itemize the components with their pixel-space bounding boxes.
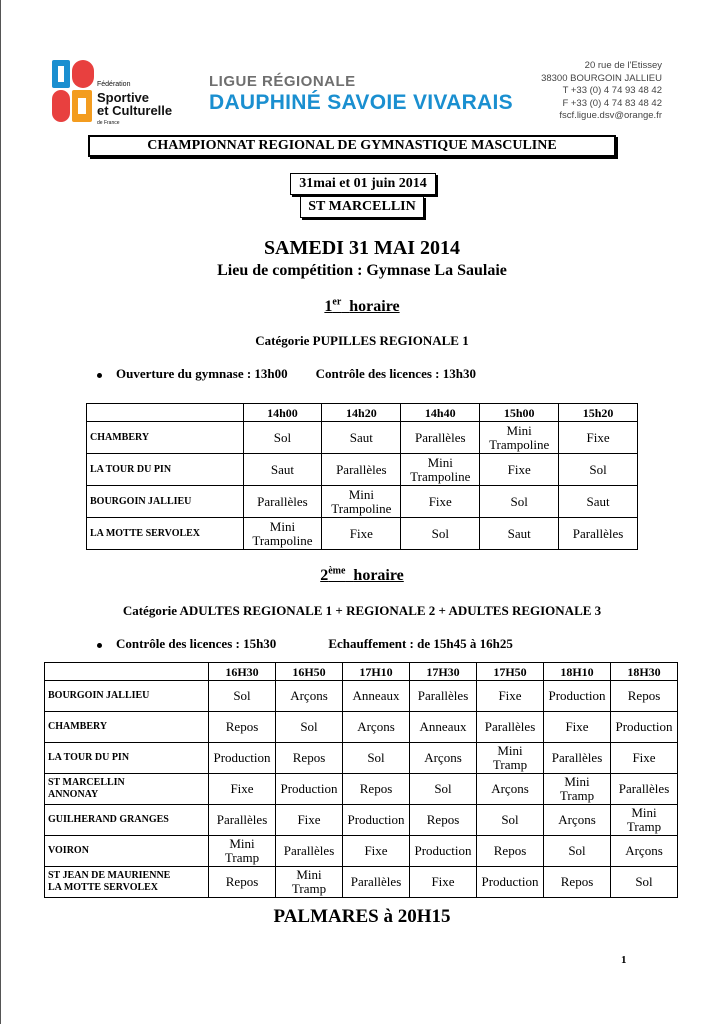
- logo-text-line: Fédération: [97, 81, 131, 88]
- apparatus-line: Mini: [348, 486, 374, 502]
- apparatus-line: Fixe: [586, 429, 610, 445]
- apparatus-cell: [322, 486, 401, 518]
- table-row: [45, 681, 678, 712]
- apparatus-cell: [343, 836, 410, 867]
- apparatus-line: Repos: [426, 812, 460, 827]
- time-slot-header: 16H50: [276, 663, 343, 681]
- apparatus-line: Anneaux: [419, 719, 467, 734]
- apparatus-line: Sol: [589, 461, 607, 477]
- apparatus-line: Mini: [506, 422, 532, 438]
- apparatus-cell: [559, 454, 638, 486]
- bullet-2-b: Echauffement : de 15h45 à 16h25: [328, 636, 513, 651]
- fscf-logo: [50, 58, 180, 128]
- apparatus-cell: [209, 681, 276, 712]
- apparatus-line: Repos: [359, 781, 393, 796]
- apparatus-cell: [480, 422, 559, 454]
- apparatus-cell: [410, 681, 477, 712]
- fscf-logo-icon: [50, 58, 96, 124]
- apparatus-line: Parallèles: [283, 843, 335, 858]
- apparatus-cell: [410, 712, 477, 743]
- address-line: 20 rue de l'Etissey: [584, 60, 662, 71]
- apparatus-line: Trampoline: [410, 468, 471, 484]
- horaire-label: horaire: [353, 567, 404, 585]
- apparatus-cell: [477, 774, 544, 805]
- apparatus-cell: [243, 422, 322, 454]
- apparatus-line: Trampoline: [489, 436, 550, 452]
- apparatus-cell: [544, 681, 611, 712]
- team-name-line: ST JEAN DE MAURIENNE: [48, 870, 171, 881]
- apparatus-cell: [209, 867, 276, 898]
- apparatus-line: Fixe: [349, 525, 373, 541]
- apparatus-line: Anneaux: [352, 688, 400, 703]
- apparatus-line: Sol: [501, 812, 519, 827]
- apparatus-line: Fixe: [431, 874, 455, 889]
- apparatus-cell: [611, 805, 678, 836]
- apparatus-line: Saut: [507, 525, 531, 541]
- apparatus-cell: [401, 454, 480, 486]
- apparatus-line: Fixe: [565, 719, 589, 734]
- apparatus-cell: [477, 681, 544, 712]
- apparatus-cell: [611, 681, 678, 712]
- apparatus-line: Parallèles: [618, 781, 670, 796]
- apparatus-cell: [401, 422, 480, 454]
- apparatus-cell: [209, 774, 276, 805]
- apparatus-line: Tramp: [224, 850, 260, 865]
- team-name-cell: [87, 518, 244, 550]
- apparatus-line: Sol: [434, 781, 452, 796]
- apparatus-cell: [544, 774, 611, 805]
- team-name-line: CHAMBERY: [90, 431, 150, 443]
- logo-text-line: Sportive: [97, 90, 150, 105]
- apparatus-cell: [410, 774, 477, 805]
- horaire-sup: ème: [328, 566, 346, 577]
- apparatus-cell: [276, 681, 343, 712]
- apparatus-line: Production: [280, 781, 338, 796]
- apparatus-cell: [410, 836, 477, 867]
- horaire-2-heading: [0, 566, 724, 585]
- apparatus-cell: [544, 712, 611, 743]
- apparatus-cell: [611, 743, 678, 774]
- apparatus-cell: [544, 805, 611, 836]
- schedule-table-2: [44, 662, 678, 898]
- apparatus-cell: [410, 867, 477, 898]
- table-corner-cell: [45, 663, 209, 681]
- apparatus-cell: [243, 486, 322, 518]
- team-name-line: CHAMBERY: [48, 721, 108, 732]
- address-line: 38300 BOURGOIN JALLIEU: [541, 72, 662, 84]
- bullet-1: [97, 366, 476, 382]
- table-row: [45, 774, 678, 805]
- apparatus-cell: [477, 712, 544, 743]
- apparatus-cell: [276, 743, 343, 774]
- apparatus-line: Mini: [229, 836, 255, 851]
- apparatus-line: Tramp: [626, 819, 662, 834]
- bullet-dot-icon: [97, 373, 102, 378]
- apparatus-line: Arçons: [424, 750, 462, 765]
- apparatus-line: Repos: [225, 874, 259, 889]
- table-row: [45, 867, 678, 898]
- apparatus-cell: [410, 805, 477, 836]
- ligue-line-2: DAUPHINÉ SAVOIE VIVARAIS: [209, 91, 513, 114]
- apparatus-line: Parallèles: [414, 429, 466, 445]
- table-row: [87, 422, 638, 454]
- apparatus-line: Fixe: [297, 812, 321, 827]
- table-row: [45, 712, 678, 743]
- team-name-cell: [45, 805, 209, 836]
- table-row: [45, 805, 678, 836]
- apparatus-cell: [343, 867, 410, 898]
- apparatus-cell: [477, 867, 544, 898]
- time-slot-header: 17H30: [410, 663, 477, 681]
- apparatus-cell: [611, 774, 678, 805]
- apparatus-cell: [209, 743, 276, 774]
- time-slot-header: 15h00: [480, 404, 559, 422]
- address-phone: T +33 (0) 4 74 93 48 42: [562, 85, 662, 96]
- apparatus-line: Repos: [493, 843, 527, 858]
- apparatus-line: Sol: [273, 429, 292, 445]
- apparatus-cell: [343, 681, 410, 712]
- apparatus-line: Arçons: [558, 812, 596, 827]
- apparatus-cell: [276, 867, 343, 898]
- team-name-line: BOURGOIN JALLIEU: [90, 495, 192, 507]
- apparatus-line: Repos: [292, 750, 326, 765]
- apparatus-cell: [322, 422, 401, 454]
- apparatus-line: Fixe: [230, 781, 254, 796]
- ligue-heading: [209, 73, 513, 115]
- apparatus-cell: [544, 836, 611, 867]
- apparatus-line: Production: [347, 812, 405, 827]
- team-name-line: LA TOUR DU PIN: [48, 752, 130, 763]
- address-email: fscf.ligue.dsv@orange.fr: [559, 110, 662, 121]
- apparatus-cell: [480, 454, 559, 486]
- team-name-cell: [45, 712, 209, 743]
- logo-text-line: et Culturelle: [97, 103, 173, 118]
- team-name-cell: [87, 422, 244, 454]
- table-row: [87, 454, 638, 486]
- team-name-line: LA MOTTE SERVOLEX: [90, 527, 201, 539]
- apparatus-line: Repos: [560, 874, 594, 889]
- apparatus-cell: [276, 774, 343, 805]
- team-name-cell: [45, 774, 209, 805]
- apparatus-line: Production: [481, 874, 539, 889]
- bullet-2: [97, 636, 513, 652]
- apparatus-cell: [611, 712, 678, 743]
- apparatus-line: Sol: [568, 843, 586, 858]
- apparatus-line: Mini: [269, 518, 296, 534]
- apparatus-cell: [611, 867, 678, 898]
- apparatus-cell: [209, 836, 276, 867]
- team-name-line: VOIRON: [48, 845, 89, 856]
- apparatus-line: Production: [213, 750, 271, 765]
- time-slot-header: 14h00: [243, 404, 322, 422]
- apparatus-cell: [276, 836, 343, 867]
- apparatus-line: Sol: [431, 525, 449, 541]
- apparatus-line: Tramp: [492, 757, 528, 772]
- bullet-1-a: Ouverture du gymnase : 13h00: [116, 366, 288, 381]
- time-slot-header: 16H30: [209, 663, 276, 681]
- apparatus-line: Mini: [564, 774, 590, 789]
- horaire-sup: er: [332, 297, 342, 308]
- apparatus-cell: [480, 486, 559, 518]
- page-left-edge: [0, 0, 1, 1024]
- apparatus-cell: [243, 518, 322, 550]
- apparatus-line: Saut: [586, 493, 610, 509]
- apparatus-cell: [343, 743, 410, 774]
- team-name-line: BOURGOIN JALLIEU: [48, 690, 150, 701]
- apparatus-line: Mini: [631, 805, 657, 820]
- time-slot-header: 18H30: [611, 663, 678, 681]
- category-1: Catégorie PUPILLES REGIONALE 1: [255, 333, 469, 348]
- team-name-cell: [45, 681, 209, 712]
- apparatus-line: Sol: [635, 874, 653, 889]
- time-slot-header: 14h20: [322, 404, 401, 422]
- apparatus-cell: [322, 454, 401, 486]
- apparatus-cell: [322, 518, 401, 550]
- time-slot-header: 17H10: [343, 663, 410, 681]
- address-fax: F +33 (0) 4 74 83 48 42: [562, 97, 662, 109]
- apparatus-cell: [559, 422, 638, 454]
- apparatus-line: Production: [414, 843, 472, 858]
- table-row: [87, 486, 638, 518]
- horaire-label: horaire: [349, 298, 400, 316]
- team-name-cell: [45, 867, 209, 898]
- schedule-table-1: [86, 403, 638, 550]
- team-name-line: ST MARCELLIN: [48, 777, 125, 788]
- apparatus-line: Production: [615, 719, 673, 734]
- apparatus-line: Repos: [225, 719, 259, 734]
- bullet-1-b: Contrôle des licences : 13h30: [315, 366, 476, 381]
- apparatus-line: Repos: [627, 688, 661, 703]
- apparatus-line: Parallèles: [572, 525, 624, 541]
- apparatus-cell: [343, 774, 410, 805]
- apparatus-cell: [343, 805, 410, 836]
- apparatus-line: Trampoline: [252, 532, 313, 548]
- team-name-line: ANNONAY: [48, 789, 99, 800]
- apparatus-line: Parallèles: [216, 812, 268, 827]
- apparatus-cell: [477, 743, 544, 774]
- apparatus-line: Parallèles: [417, 688, 469, 703]
- apparatus-line: Arçons: [491, 781, 529, 796]
- team-name-line: LA MOTTE SERVOLEX: [48, 882, 159, 893]
- bullet-2-a: Contrôle des licences : 15h30: [116, 636, 277, 651]
- apparatus-cell: [544, 867, 611, 898]
- team-name-cell: [45, 743, 209, 774]
- apparatus-cell: [276, 805, 343, 836]
- apparatus-line: Sol: [300, 719, 318, 734]
- event-place: ST MARCELLIN: [300, 196, 424, 218]
- team-name-cell: [45, 836, 209, 867]
- team-name-cell: [87, 486, 244, 518]
- event-dates: 31mai et 01 juin 2014: [290, 173, 436, 195]
- horaire-1-heading: [0, 297, 724, 316]
- apparatus-line: Sol: [233, 688, 251, 703]
- apparatus-line: Tramp: [291, 881, 327, 896]
- apparatus-line: Parallèles: [336, 461, 387, 477]
- time-slot-header: 18H10: [544, 663, 611, 681]
- time-slot-header: 17H50: [477, 663, 544, 681]
- championship-title: CHAMPIONNAT REGIONAL DE GYMNASTIQUE MASCULINE: [88, 135, 616, 157]
- team-name-line: GUILHERAND GRANGES: [48, 814, 169, 825]
- apparatus-cell: [559, 518, 638, 550]
- ligue-line-1: LIGUE RÉGIONALE: [209, 73, 356, 90]
- apparatus-line: Saut: [349, 429, 373, 445]
- apparatus-cell: [209, 712, 276, 743]
- apparatus-line: Mini: [296, 867, 322, 882]
- day-heading: SAMEDI 31 MAI 2014: [263, 237, 461, 259]
- apparatus-line: Mini: [427, 454, 453, 470]
- apparatus-cell: [209, 805, 276, 836]
- table-row: [45, 836, 678, 867]
- time-slot-header: 15h20: [559, 404, 638, 422]
- apparatus-line: Production: [548, 688, 606, 703]
- apparatus-cell: [243, 454, 322, 486]
- apparatus-line: Parallèles: [484, 719, 536, 734]
- apparatus-cell: [276, 712, 343, 743]
- team-name-cell: [87, 454, 244, 486]
- apparatus-line: Tramp: [559, 788, 595, 803]
- table-row: [45, 743, 678, 774]
- apparatus-line: Saut: [270, 461, 295, 477]
- apparatus-line: Parallèles: [350, 874, 402, 889]
- apparatus-cell: [611, 836, 678, 867]
- apparatus-line: Sol: [510, 493, 528, 509]
- palmares-line: PALMARES à 20H15: [273, 906, 451, 927]
- horaire-num: 1: [324, 298, 333, 316]
- apparatus-cell: [477, 836, 544, 867]
- time-slot-header: 14h40: [401, 404, 480, 422]
- apparatus-line: Fixe: [498, 688, 522, 703]
- apparatus-line: Fixe: [364, 843, 388, 858]
- horaire-num: 2: [320, 567, 329, 585]
- apparatus-line: Parallèles: [551, 750, 603, 765]
- apparatus-line: Fixe: [632, 750, 656, 765]
- logo-text-line: de France: [97, 120, 120, 126]
- apparatus-line: Arçons: [290, 688, 328, 703]
- apparatus-line: Sol: [367, 750, 385, 765]
- apparatus-cell: [559, 486, 638, 518]
- apparatus-cell: [480, 518, 559, 550]
- apparatus-line: Fixe: [507, 461, 531, 477]
- page-number: 1: [621, 954, 627, 966]
- apparatus-line: Fixe: [428, 493, 452, 509]
- apparatus-line: Arçons: [357, 719, 395, 734]
- category-2: Catégorie ADULTES REGIONALE 1 + REGIONALE 2 + ADULTES REGIONALE 3: [122, 603, 602, 618]
- bullet-dot-icon: [97, 643, 102, 648]
- apparatus-cell: [477, 805, 544, 836]
- table-row: [87, 518, 638, 550]
- team-name-line: LA TOUR DU PIN: [90, 463, 172, 475]
- apparatus-line: Trampoline: [331, 500, 392, 516]
- venue-line: Lieu de compétition : Gymnase La Saulaie: [217, 262, 507, 279]
- apparatus-line: Arçons: [625, 843, 663, 858]
- apparatus-cell: [401, 518, 480, 550]
- address-block: [541, 60, 662, 123]
- apparatus-cell: [343, 712, 410, 743]
- apparatus-cell: [544, 743, 611, 774]
- table-corner-cell: [87, 404, 244, 422]
- apparatus-line: Parallèles: [257, 493, 308, 509]
- apparatus-cell: [410, 743, 477, 774]
- apparatus-line: Mini: [497, 743, 523, 758]
- apparatus-cell: [401, 486, 480, 518]
